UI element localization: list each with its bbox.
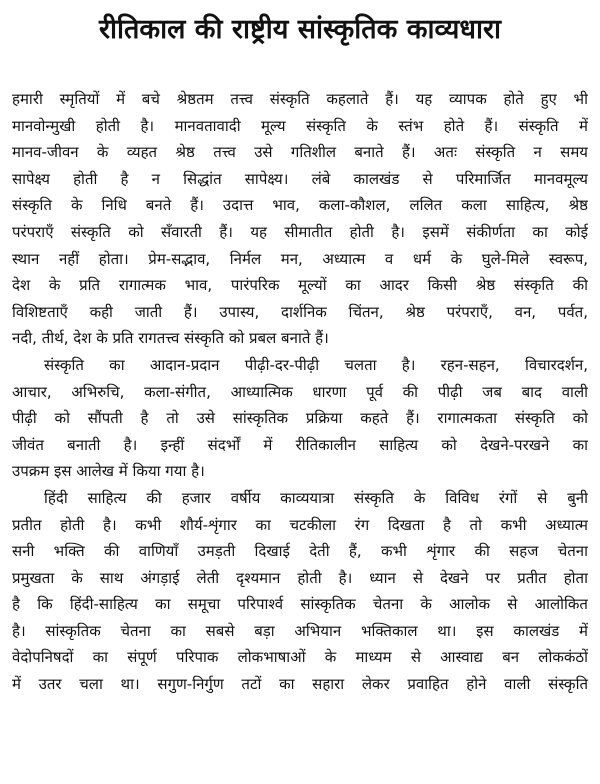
- text-line: हिंदी साहित्य की हजार वर्षीय काव्ययात्रा संस्कृति के विविध रंगों से बुनी: [44, 488, 588, 507]
- text-line: देश के प्रति रागात्मक भाव, पारंपरिक मूल्यों का आदर किसी श्रेष्ठ संस्कृति की: [12, 276, 588, 295]
- text-line: में उतर चला था। सगुण-निर्गुण तटों का सहारा लेकर प्रवाहित होने वाली संस्कृति: [12, 675, 588, 694]
- text-line: परंपराएँ संस्कृति को सँवारती हैं। यह सीमातीत होती है। इसमें संकीर्णता का कोई: [12, 222, 588, 241]
- article-body: [12, 86, 588, 698]
- text-line: विशिष्टताएँ कही जाती हैं। उपास्य, दार्शनिक चिंतन, श्रेष्ठ परंपराएँ, वन, पर्वत,: [12, 302, 588, 321]
- text-line: जीवंत बनाती है। इन्हीं संदर्भों में रीतिकालीन साहित्य को देखने-परखने का: [12, 435, 588, 454]
- text-line: है कि हिंदी-साहित्य का समूचा परिपार्श्व सांस्कृतिक चेतना के आलोक से आलोकित: [12, 595, 588, 614]
- text-line: पीढ़ी को सौंपती है तो उसे सांस्कृतिक प्रक्रिया कहते हैं। रागात्मकता संस्कृति को: [12, 409, 588, 428]
- text-line: नदी, तीर्थ, देश के प्रति रागतत्त्व संस्कृति को प्रबल बनाते हैं।: [12, 329, 329, 348]
- paragraph: [12, 485, 588, 698]
- text-line: हमारी स्मृतियों में बचे श्रेष्ठतम तत्त्व संस्कृति कहलाते हैं। यह व्यापक होते हुए भी: [12, 90, 588, 108]
- text-line: उपक्रम इस आलेख में किया गया है।: [12, 462, 205, 481]
- paragraph: [12, 352, 588, 485]
- text-line: सनी भक्ति की वाणियाँ उमड़ती दिखाई देती हैं, कभी शृंगार की सहज चेतना: [12, 542, 588, 561]
- article-title: रीतिकाल की राष्ट्रीय सांस्कृतिक काव्यधारा: [98, 14, 502, 45]
- text-line: है। सांस्कृतिक चेतना का सबसे बड़ा अभियान भक्तिकाल था। इस कालखंड में: [12, 621, 588, 640]
- paragraph: [12, 86, 588, 352]
- text-line: संस्कृति का आदान-प्रदान पीढ़ी-दर-पीढ़ी चलता है। रहन-सहन, विचारदर्शन,: [44, 355, 588, 374]
- text-line: वेदोपनिषदों का संपूर्ण परिपाक लोकभाषाओं के माध्यम से आस्वाद्य बन लोककंठों: [12, 648, 588, 667]
- text-line: संस्कृति के निधि बनते हैं। उदात्त भाव, कला-कौशल, ललित कला साहित्य, श्रेष्ठ: [12, 196, 588, 215]
- text-line: स्थान नहीं होता। प्रेम-सद्भाव, निर्मल मन, अध्यात्म व धर्म के घुले-मिले स्वरूप,: [12, 249, 588, 268]
- text-line: मानव-जीवन के व्यहत श्रेष्ठ तत्त्व उसे गतिशील बनाते हैं। अतः संस्कृति न समय: [12, 143, 588, 162]
- text-line: प्रमुखता के साथ अंगड़ाई लेती दृश्यमान होती है। ध्यान से देखने पर प्रतीत होता: [12, 568, 588, 587]
- text-line: आचार, अभिरुचि, कला-संगीत, आध्यात्मिक धारणा पूर्व की पीढ़ी जब बाद वाली: [12, 382, 588, 401]
- text-line: मानवोन्मुखी होती है। मानवतावादी मूल्य संस्कृति के स्तंभ होते हैं। संस्कृति में: [12, 116, 588, 135]
- text-line: प्रतीत होती है। कभी शौर्य-शृंगार का चटकीला रंग दिखता है तो कभी अध्यात्म: [12, 515, 588, 534]
- text-line: सापेक्ष्य होती है न सिद्धांत सापेक्ष्य। लंबे कालखंड से परिमार्जित मानवमूल्य: [12, 169, 588, 188]
